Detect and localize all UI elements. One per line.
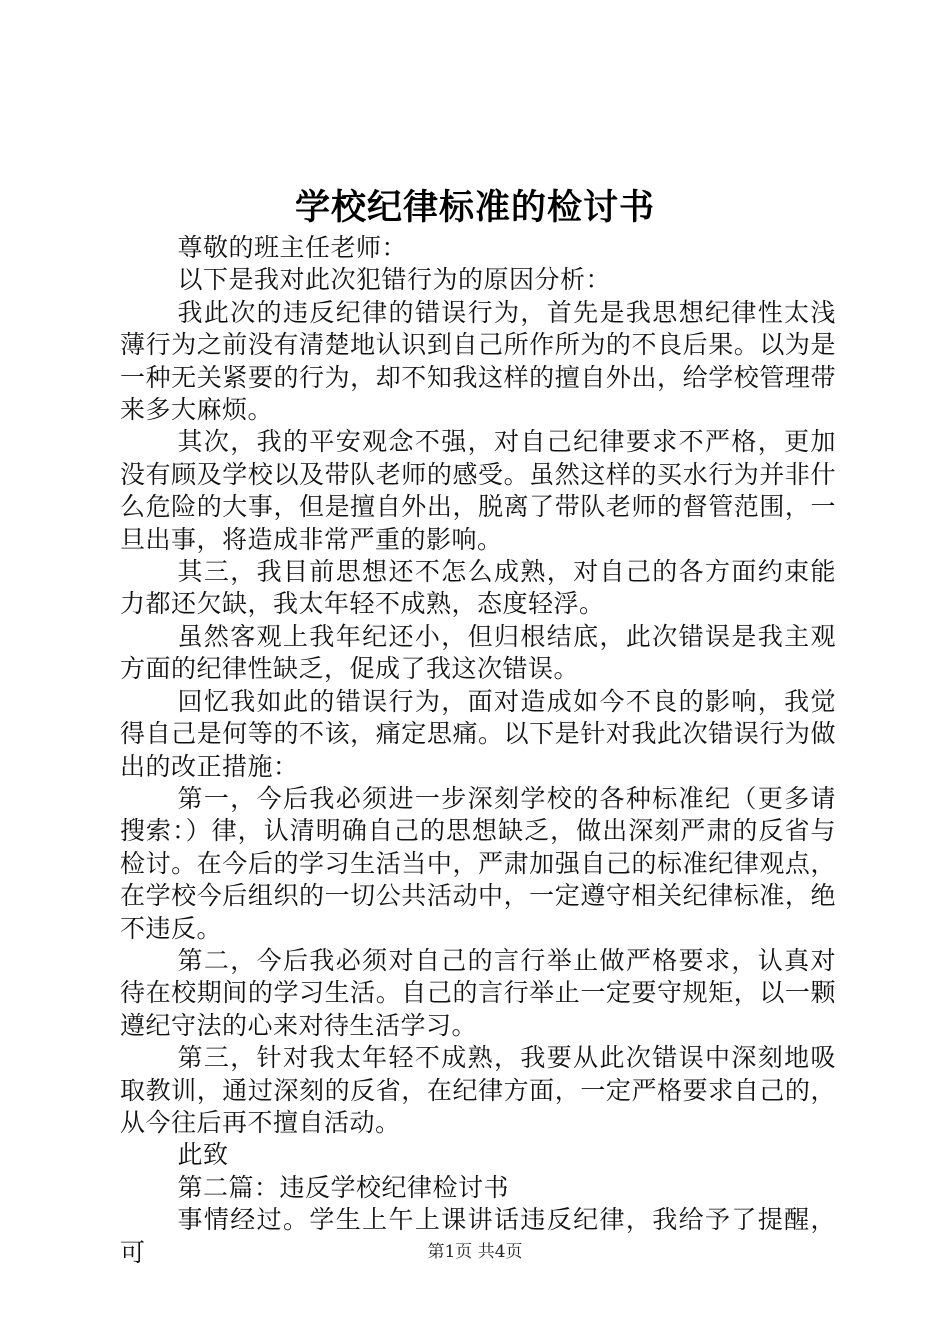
body-paragraph: 我此次的违反纪律的错误行为，首先是我思想纪律性太浅薄行为之前没有清楚地认识到自己所作所为的不良后果。以为是一种无关紧要的行为，却不知我这样的擅自外出，给学校管理带来多大麻烦。 (120, 297, 836, 425)
closing: 此致 (177, 1140, 229, 1170)
page-footer: 第1页 共4页 (427, 1242, 523, 1262)
body-paragraph: 回忆我如此的错误行为，面对造成如今不良的影响，我觉得自己是何等的不该，痛定思痛。以下是针对我此次错误行为做出的改正措施： (120, 686, 836, 781)
section-heading: 第二篇：违反学校纪律检讨书 (177, 1172, 510, 1202)
body-paragraph: 第二，今后我必须对自己的言行举止做严格要求，认真对待在校期间的学习生活。自己的言行举止一定要守规矩，以一颗遵纪守法的心来对待生活学习。 (120, 945, 836, 1040)
intro-paragraph: 以下是我对此次犯错行为的原因分析： (177, 265, 612, 295)
document-title: 学校纪律标准的检讨书 (294, 187, 655, 228)
body-paragraph: 第一，今后我必须进一步深刻学校的各种标准纪（更多请搜索：）律，认清明确自己的思想缺乏，做出深刻严肃的反省与检讨。在今后的学习生活当中，严肃加强自己的标准纪律观点，在学校今后组织的一切公共活动中，一定遵守相关纪律标准，绝不违反。 (120, 783, 836, 943)
salutation: 尊敬的班主任老师： (177, 233, 408, 262)
body-paragraph: 事情经过。学生上午上课讲话违反纪律，我给予了提醒，可 (120, 1205, 836, 1267)
document-body (120, 232, 836, 1269)
body-paragraph: 第三，针对我太年轻不成熟，我要从此次错误中深刻地吸取教训，通过深刻的反省，在纪律方面，一定严格要求自己的，从今往后再不擅自活动。 (120, 1043, 836, 1137)
body-paragraph: 其次，我的平安观念不强，对自己纪律要求不严格，更加没有顾及学校以及带队老师的感受。虽然这样的买水行为并非什么危险的大事，但是擅自外出，脱离了带队老师的督管范围，一旦出事，将造成非常严重的影响。 (120, 427, 836, 554)
body-paragraph: 其三，我目前思想还不怎么成熟，对自己的各方面约束能力都还欠缺，我太年轻不成熟，态度轻浮。 (120, 557, 836, 619)
body-paragraph: 虽然客观上我年纪还小，但归根结底，此次错误是我主观方面的纪律性缺乏，促成了我这次错误。 (120, 621, 836, 684)
